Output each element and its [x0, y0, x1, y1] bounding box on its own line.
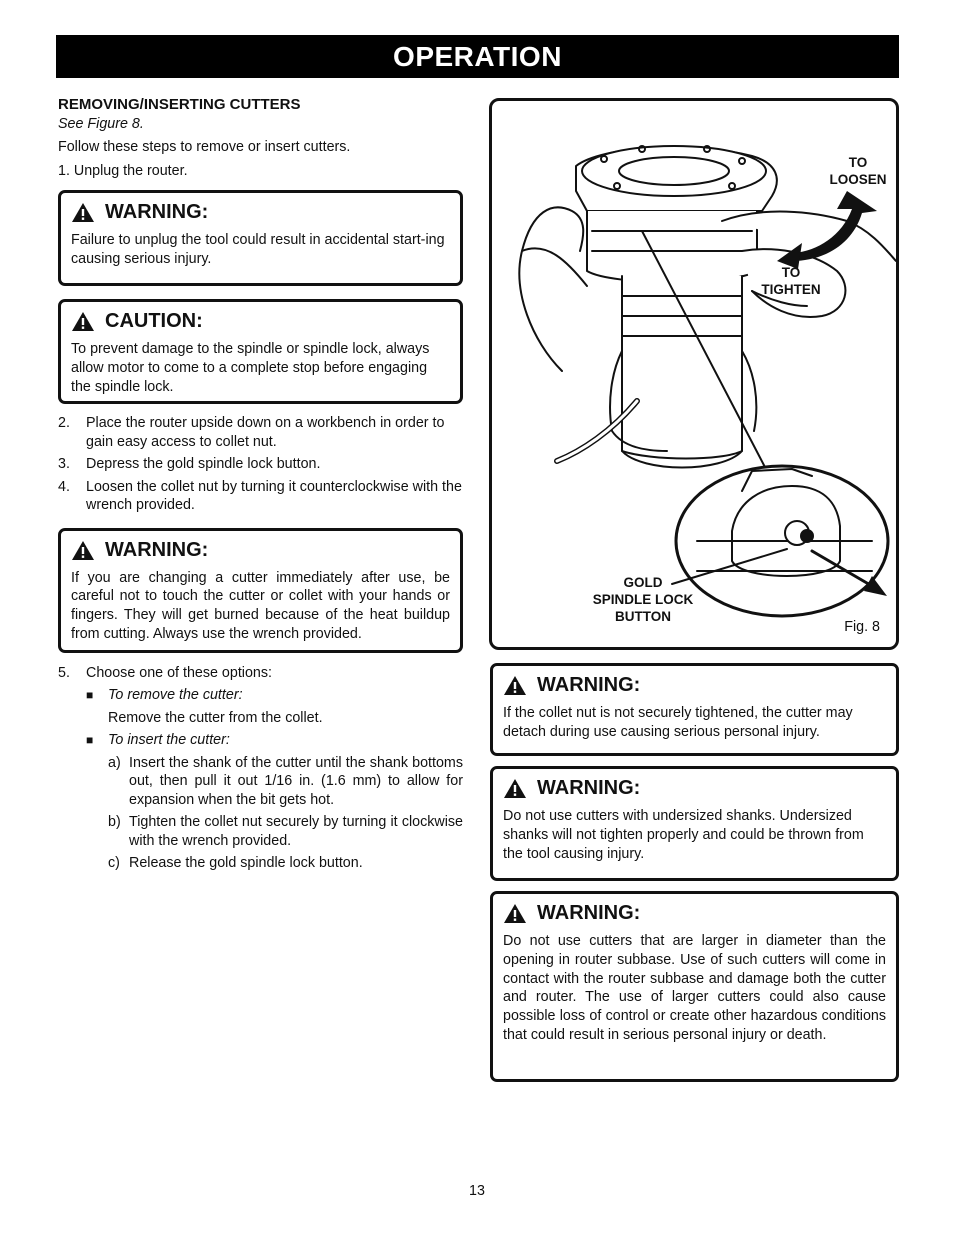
- warning-heading: WARNING:: [105, 201, 209, 224]
- figure-caption: Fig. 8: [844, 619, 880, 635]
- page-banner: [56, 35, 899, 78]
- section-title: REMOVING/INSERTING CUTTERS: [58, 96, 301, 113]
- warning-triangle-icon: [503, 903, 527, 924]
- insert-step: c) Release the gold spindle lock button.: [108, 855, 363, 871]
- step-1: 1. Unplug the router.: [58, 162, 188, 179]
- warning-box-collet-nut: [490, 663, 899, 756]
- caution-text: To prevent damage to the spindle or spindle lock, always allow motor to come to a complete stop before engaging the spindle lock.: [71, 341, 430, 395]
- left-column: [58, 96, 463, 877]
- intro-text: Follow these steps to remove or insert cutters.: [58, 139, 351, 155]
- caution-heading: CAUTION:: [105, 310, 203, 333]
- list-item: 2. Place the router upside down on a workbench in order to gain easy access to collet nut.: [58, 415, 445, 450]
- warning-triangle-icon: [503, 778, 527, 799]
- warning-text: Failure to unplug the tool could result in accidental start-ing causing serious injury.: [71, 232, 445, 267]
- option-insert: ■ To insert the cutter:: [86, 732, 230, 748]
- list-item: 3. Depress the gold spindle lock button.: [58, 456, 321, 472]
- warning-text: Do not use cutters that are larger in diameter than the opening in router subbase. Use of such cutters will come in contact with the router subbase and damage both the cutter and router. The use of larger cutters could also cause possible loss of control or create other hazardous conditions that could result in serious personal injury or death.: [503, 933, 886, 1043]
- warning-box-unplug: [58, 190, 463, 286]
- warning-triangle-icon: [71, 311, 95, 332]
- warning-heading: WARNING:: [537, 902, 641, 925]
- label-gold-spindle-lock-button: GOLD SPINDLE LOCK BUTTON: [592, 575, 694, 624]
- warning-box-hot-cutter: [58, 528, 463, 653]
- warning-text: If the collet nut is not securely tightened, the cutter may detach during use causing serious personal injury.: [503, 705, 853, 740]
- see-figure-note: See Figure 8.: [58, 115, 144, 132]
- label-to-loosen: TO LOOSEN: [829, 155, 887, 187]
- list-item: 5. Choose one of these options:: [58, 664, 272, 681]
- bullet-square-icon: ■: [86, 733, 94, 747]
- warning-box-undersized-shanks: [490, 766, 899, 881]
- steps-list: [58, 414, 463, 515]
- page-title: OPERATION: [393, 40, 562, 72]
- caution-box: [58, 299, 463, 404]
- step-5-block: [58, 664, 463, 873]
- warning-text: Do not use cutters with undersized shanks. Undersized shanks will not tighten properly and could be thrown from the tool causing injury.: [503, 808, 864, 862]
- insert-step: b) Tighten the collet nut securely by turning it clockwise with the wrench provided.: [108, 814, 463, 849]
- warning-heading: WARNING:: [537, 674, 641, 697]
- insert-step: a) Insert the shank of the cutter until the shank bottoms out, then pull it out 1/16 in. (1.6 mm) to allow for expansion when the bit gets hot.: [108, 754, 463, 808]
- warning-heading: WARNING:: [105, 538, 209, 561]
- list-item: 4. Loosen the collet nut by turning it counterclockwise with the wrench provided.: [58, 478, 462, 513]
- warning-box-large-cutters: [490, 891, 899, 1082]
- bullet-square-icon: ■: [86, 688, 94, 702]
- page-number: 13: [469, 1183, 485, 1199]
- option-remove-text: Remove the cutter from the collet.: [108, 709, 323, 726]
- label-to-tighten: TO TIGHTEN: [761, 265, 821, 297]
- warning-text: If you are changing a cutter immediately after use, be careful not to touch the cutter or collet with your hands or fingers. They will get burned because of the heat buildup from cutting. Always use the wrench provided.: [71, 569, 450, 642]
- warning-triangle-icon: [71, 202, 95, 223]
- option-remove: ■ To remove the cutter:: [86, 687, 243, 703]
- warning-triangle-icon: [503, 675, 527, 696]
- warning-heading: WARNING:: [537, 777, 641, 800]
- warning-triangle-icon: [71, 540, 95, 561]
- figure-8: [489, 98, 899, 650]
